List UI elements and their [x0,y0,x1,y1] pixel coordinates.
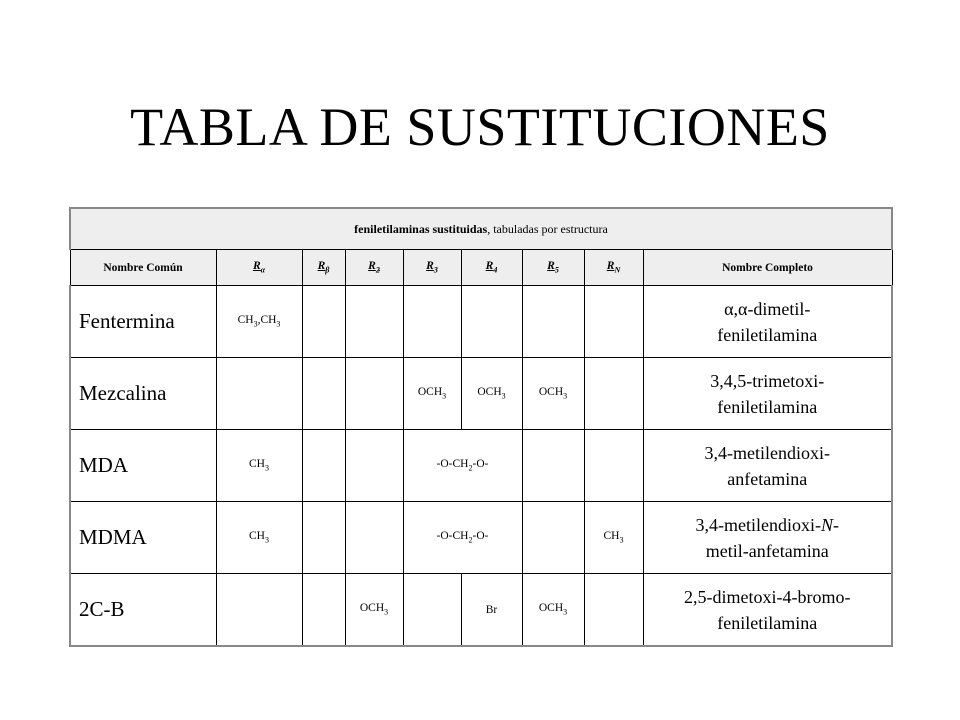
header-r-alpha: $R_\alpha$ [216,250,302,286]
r5-cell [522,286,584,358]
r5-cell [522,430,584,502]
r2-cell [345,286,403,358]
rn-cell [584,430,643,502]
full-name-cell: α,α-dimetil- feniletilamina [643,286,892,358]
r2-cell: $OCH_3$ [345,574,403,647]
r5-cell: $OCH_3$ [522,574,584,647]
common-name-cell: Fentermina [70,286,216,358]
header-r4: $R_4$ [461,250,522,286]
caption-rest: , tabuladas por estructura [487,221,608,236]
r4-cell [461,286,522,358]
full-name-cell: 3,4,5-trimetoxi- feniletilamina [643,358,892,430]
table-row [70,502,892,574]
r-alpha-cell: $CH_3$ [216,430,302,502]
table-row [70,286,892,358]
r-beta-cell [302,502,345,574]
rn-cell [584,358,643,430]
r-alpha-cell [216,574,302,647]
header-rn: $R_N$ [584,250,643,286]
table-row [70,430,892,502]
r5-cell: $OCH_3$ [522,358,584,430]
r2-cell [345,502,403,574]
header-r5: $R_5$ [522,250,584,286]
header-r2: $R_2$ [345,250,403,286]
common-name-cell: MDMA [70,502,216,574]
r-beta-cell [302,574,345,647]
header-common-name: Nombre Común [70,250,216,286]
r-alpha-cell: $CH_3$ [216,502,302,574]
full-name-cell: 3,4-metilendioxi-N- metil-anfetamina [643,502,892,574]
header-r3: $R_3$ [403,250,461,286]
full-name-cell: 3,4-metilendioxi- anfetamina [643,430,892,502]
r-beta-cell [302,430,345,502]
common-name-cell: 2C-B [70,574,216,647]
table-caption-row [70,208,892,250]
r3-cell [403,286,461,358]
r4-cell: $OCH_3$ [461,358,522,430]
r-alpha-cell [216,358,302,430]
r-beta-cell [302,358,345,430]
rn-cell: $CH_3$ [584,502,643,574]
r3-cell [403,574,461,647]
r-beta-cell [302,286,345,358]
r3-r4-cell: $-O-CH_2-O-$ [403,430,522,502]
full-name-cell: 2,5-dimetoxi-4-bromo- feniletilamina [643,574,892,647]
substitution-table [69,207,893,647]
r5-cell [522,502,584,574]
common-name-cell: Mezcalina [70,358,216,430]
header-row [70,250,892,286]
table-row [70,574,892,647]
r3-r4-cell: $-O-CH_2-O-$ [403,502,522,574]
common-name-cell: MDA [70,430,216,502]
table-row [70,358,892,430]
r2-cell [345,430,403,502]
table-caption [70,208,892,250]
header-r-beta: $R_\beta$ [302,250,345,286]
r-alpha-cell: $CH_3,CH_3$ [216,286,302,358]
r3-cell: $OCH_3$ [403,358,461,430]
caption-bold: feniletilaminas sustituidas [354,221,488,236]
slide-title: TABLA DE SUSTITUCIONES [130,97,830,157]
r4-cell: Br [461,574,522,647]
rn-cell [584,574,643,647]
header-full-name: Nombre Completo [643,250,892,286]
rn-cell [584,286,643,358]
r2-cell [345,358,403,430]
